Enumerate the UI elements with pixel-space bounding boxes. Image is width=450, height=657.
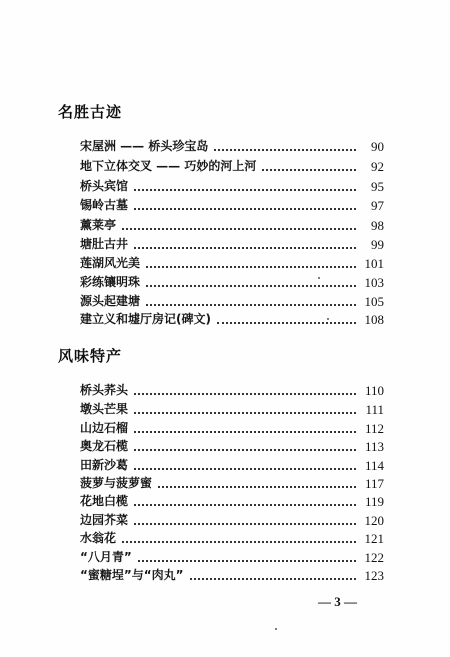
dot-leader — [134, 208, 356, 210]
page-number: — 3 — — [318, 594, 357, 609]
toc-entry[interactable] — [80, 549, 384, 566]
dot-leader — [190, 578, 356, 580]
toc-entry-title: 桥头宾馆 — [80, 179, 129, 193]
dot-leader — [134, 431, 356, 433]
toc-entry[interactable] — [80, 274, 384, 291]
toc-entry-title: 墩头芒果 — [80, 402, 129, 416]
dot-leader — [217, 322, 356, 324]
dot-leader — [262, 169, 356, 171]
toc-entry-title: 源头起建塘 — [80, 294, 141, 308]
toc-entry[interactable] — [80, 512, 384, 529]
dot-leader — [134, 393, 356, 395]
scan-speck — [275, 628, 277, 630]
toc-entry-title: 地下立体交叉 —— 巧妙的河上河 — [80, 159, 257, 173]
dot-leader — [134, 523, 356, 525]
toc-entry-page: 123 — [364, 568, 384, 583]
toc-entry[interactable] — [80, 217, 384, 234]
toc-entry[interactable] — [80, 438, 384, 455]
toc-entry[interactable] — [80, 158, 384, 175]
toc-entry-page: 122 — [364, 550, 384, 565]
toc-entry-title: “八月青” — [80, 550, 132, 564]
dot-leader — [138, 560, 356, 562]
toc-entry-title: 奥龙石榄 — [80, 439, 129, 453]
scan-speck — [327, 318, 329, 320]
toc-entry[interactable] — [80, 567, 384, 584]
toc-entry[interactable] — [80, 401, 384, 418]
toc-entry[interactable] — [80, 493, 384, 510]
dot-leader — [122, 228, 356, 230]
toc-entry[interactable] — [80, 197, 384, 214]
dot-leader — [134, 189, 356, 191]
toc-entry-page: 105 — [364, 294, 384, 309]
dot-leader — [134, 449, 356, 451]
toc-entry-page: 108 — [364, 312, 384, 327]
toc-entry-page: 114 — [364, 458, 384, 473]
dot-leader — [134, 468, 356, 470]
toc-entry-title: 薰莱亭 — [80, 218, 117, 232]
toc-entry-page: 95 — [371, 179, 384, 194]
toc-entry-page: 97 — [371, 198, 384, 213]
toc-entry-page: 111 — [365, 402, 384, 417]
scan-speck — [318, 277, 320, 279]
toc-entry-title: 塘肚古井 — [80, 237, 129, 251]
section-title-scenic-sites: 名胜古迹 — [58, 103, 123, 121]
toc-entry-title: 锡岭古墓 — [80, 198, 129, 212]
toc-entry-title: 桥头荞头 — [80, 383, 129, 397]
toc-entry-page: 90 — [371, 139, 384, 154]
dot-leader — [158, 486, 356, 488]
toc-entry[interactable] — [80, 475, 384, 492]
dot-leader — [214, 149, 356, 151]
toc-entry[interactable] — [80, 293, 384, 310]
toc-entry[interactable] — [80, 530, 384, 547]
toc-entry-page: 119 — [364, 494, 384, 509]
toc-entry-title: 水翁花 — [80, 531, 117, 545]
toc-entry[interactable] — [80, 420, 384, 437]
toc-entry[interactable] — [80, 311, 384, 328]
toc-entry[interactable] — [80, 382, 384, 399]
toc-entry-page: 110 — [364, 383, 384, 398]
dot-leader — [134, 247, 356, 249]
toc-entry-page: 92 — [371, 159, 384, 174]
dot-leader — [122, 541, 356, 543]
toc-entry-title: 田新沙葛 — [80, 458, 129, 472]
toc-entry-title: 菠萝与菠萝蜜 — [80, 476, 153, 490]
toc-entry[interactable] — [80, 236, 384, 253]
toc-entry-title: 花地白榄 — [80, 494, 129, 508]
dot-leader — [146, 285, 356, 287]
toc-entry-page: 101 — [364, 256, 384, 271]
toc-entry-page: 98 — [371, 218, 384, 233]
toc-entry-page: 121 — [364, 531, 384, 546]
toc-entry-page: 103 — [364, 275, 384, 290]
toc-entry-title: 宋屋洲 —— 桥头珍宝岛 — [80, 139, 209, 153]
toc-entry-page: 99 — [371, 237, 384, 252]
toc-entry[interactable] — [80, 255, 384, 272]
toc-entry-title: 莲湖风光美 — [80, 256, 141, 270]
dot-leader — [134, 412, 356, 414]
toc-entry[interactable] — [80, 178, 384, 195]
toc-entry-page: 113 — [364, 439, 384, 454]
section-title-local-specialties: 风味特产 — [58, 347, 123, 365]
toc-entry-title: 边园芥菜 — [80, 513, 129, 527]
dot-leader — [134, 504, 356, 506]
toc-entry-title: 彩练镶明珠 — [80, 275, 141, 289]
dot-leader — [146, 266, 356, 268]
toc-entry-page: 117 — [364, 476, 384, 491]
toc-entry-page: 112 — [364, 421, 384, 436]
toc-entry-title: 山边石榴 — [80, 421, 129, 435]
toc-entry-title: 建立义和墟厅房记(碑文) — [80, 312, 211, 326]
toc-entry-title: “蜜糖埕”与“肉丸” — [80, 568, 184, 582]
toc-entry[interactable] — [80, 138, 384, 155]
dot-leader — [146, 304, 356, 306]
toc-entry[interactable] — [80, 457, 384, 474]
toc-entry-page: 120 — [364, 513, 384, 528]
